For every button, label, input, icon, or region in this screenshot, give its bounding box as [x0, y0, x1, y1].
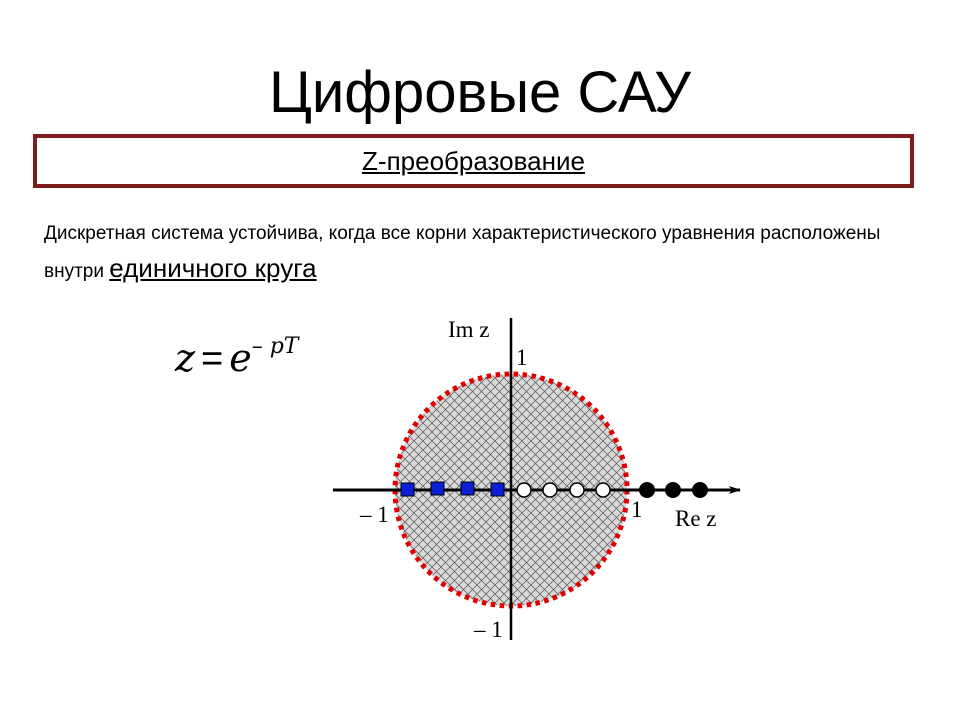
formula-lhs: z — [175, 336, 196, 380]
real-axis-label: Re z — [675, 506, 717, 531]
tick-label-left: – 1 — [360, 502, 389, 527]
formula-base: e — [229, 336, 252, 380]
slide-title: Цифровые САУ — [268, 60, 691, 125]
root-square — [401, 483, 414, 496]
imaginary-axis-label: Im z — [448, 317, 490, 342]
root-square — [491, 483, 504, 496]
root-filled-circle — [665, 482, 681, 498]
filled-circle-roots — [639, 482, 708, 498]
root-open-circle — [596, 483, 610, 497]
tick-label-bottom: – 1 — [474, 617, 503, 642]
root-square — [431, 482, 444, 495]
root-filled-circle — [639, 482, 655, 498]
description-text: Дискретная система устойчива, когда все корни характеристического уравнения расположены внутри — [44, 223, 881, 282]
formula-equals: = — [201, 338, 224, 380]
root-filled-circle — [692, 482, 708, 498]
root-open-circle — [517, 483, 531, 497]
formula-exponent: – pT — [251, 334, 299, 359]
root-square — [461, 482, 474, 495]
tick-label-top: 1 — [516, 345, 528, 370]
root-open-circle — [570, 483, 584, 497]
root-open-circle — [543, 483, 557, 497]
unit-circle-link[interactable]: единичного круга — [109, 253, 317, 283]
tick-label-right: 1 — [631, 497, 643, 522]
subtitle-link[interactable]: Z-преобразование — [362, 145, 585, 176]
